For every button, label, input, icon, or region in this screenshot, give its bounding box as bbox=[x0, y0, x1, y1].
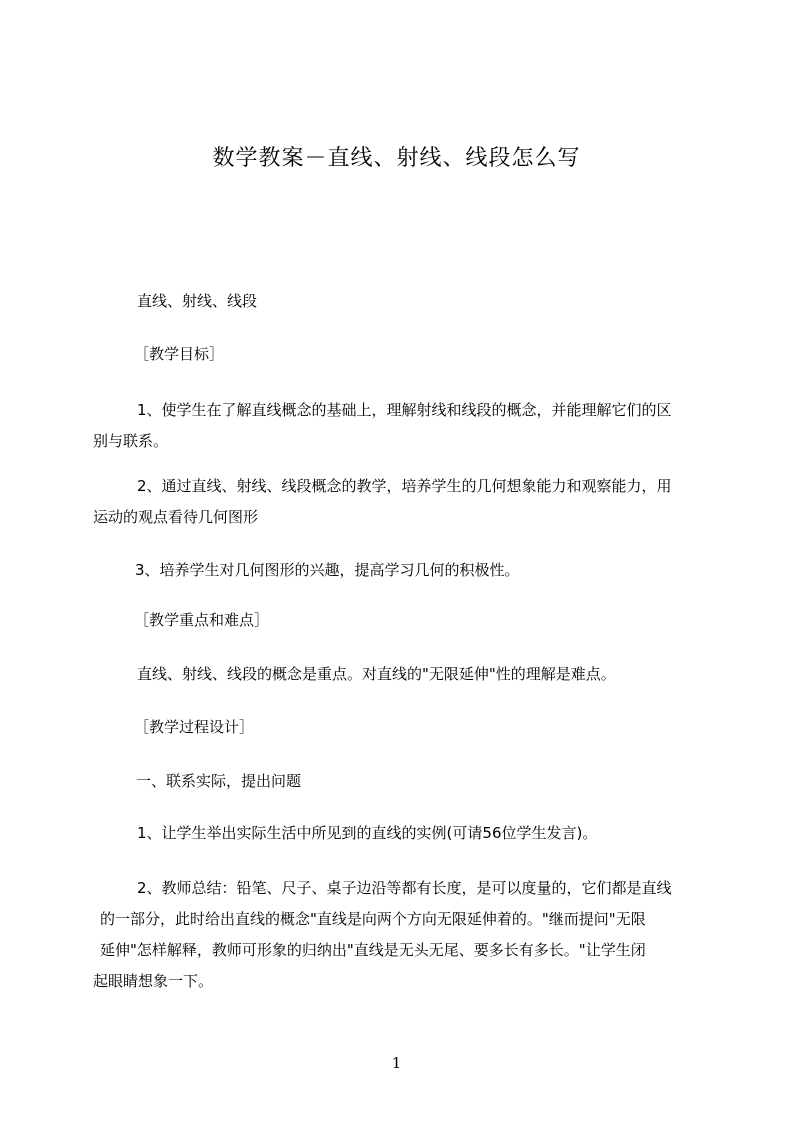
heading-key-points: ［教学重点和难点］ bbox=[134, 611, 270, 629]
page-number: 1 bbox=[391, 1054, 402, 1072]
key-points-paragraph: 直线、射线、线段的概念是重点。对直线的"无限延伸"性的理解是难点。 bbox=[137, 665, 616, 683]
goal-1-paragraph bbox=[93, 395, 705, 457]
step-1-paragraph: 1、让学生举出实际生活中所见到的直线的实例(可请56位学生发言)。 bbox=[137, 824, 598, 842]
step-2-line-3: 延伸"怎样解释，教师可形象的归纳出"直线是无头无尾、要多长有多长。"让学生闭 bbox=[100, 941, 646, 959]
goal-2-line-2: 运动的观点看待几何图形 bbox=[93, 508, 259, 526]
goal-3-paragraph: 3、培养学生对几何图形的兴趣，提高学习几何的积极性。 bbox=[135, 561, 520, 579]
goal-2-paragraph bbox=[93, 471, 705, 533]
subtitle-paragraph: 直线、射线、线段 bbox=[137, 292, 258, 310]
step-2-line-1: 2、教师总结：铅笔、尺子、桌子边沿等都有长度，是可以度量的，它们都是直线 bbox=[137, 879, 672, 897]
step-2-paragraph bbox=[93, 873, 705, 997]
goal-1-line-1: 1、使学生在了解直线概念的基础上，理解射线和线段的概念，并能理解它们的区 bbox=[137, 401, 672, 419]
goal-1-line-2: 别与联系。 bbox=[93, 432, 169, 450]
step-2-line-4: 起眼睛想象一下。 bbox=[93, 972, 214, 990]
step-2-line-2: 的一部分，此时给出直线的概念"直线是向两个方向无限延伸着的。"继而提问"无限 bbox=[100, 910, 646, 928]
document-title: 数学教案－直线、射线、线段怎么写 bbox=[212, 146, 581, 171]
heading-teaching-goals: ［教学目标］ bbox=[134, 345, 225, 363]
section-1-heading: 一、联系实际，提出问题 bbox=[136, 772, 302, 790]
goal-2-line-1: 2、通过直线、射线、线段概念的教学，培养学生的几何想象能力和观察能力，用 bbox=[137, 477, 672, 495]
heading-process-design: ［教学过程设计］ bbox=[134, 718, 255, 736]
